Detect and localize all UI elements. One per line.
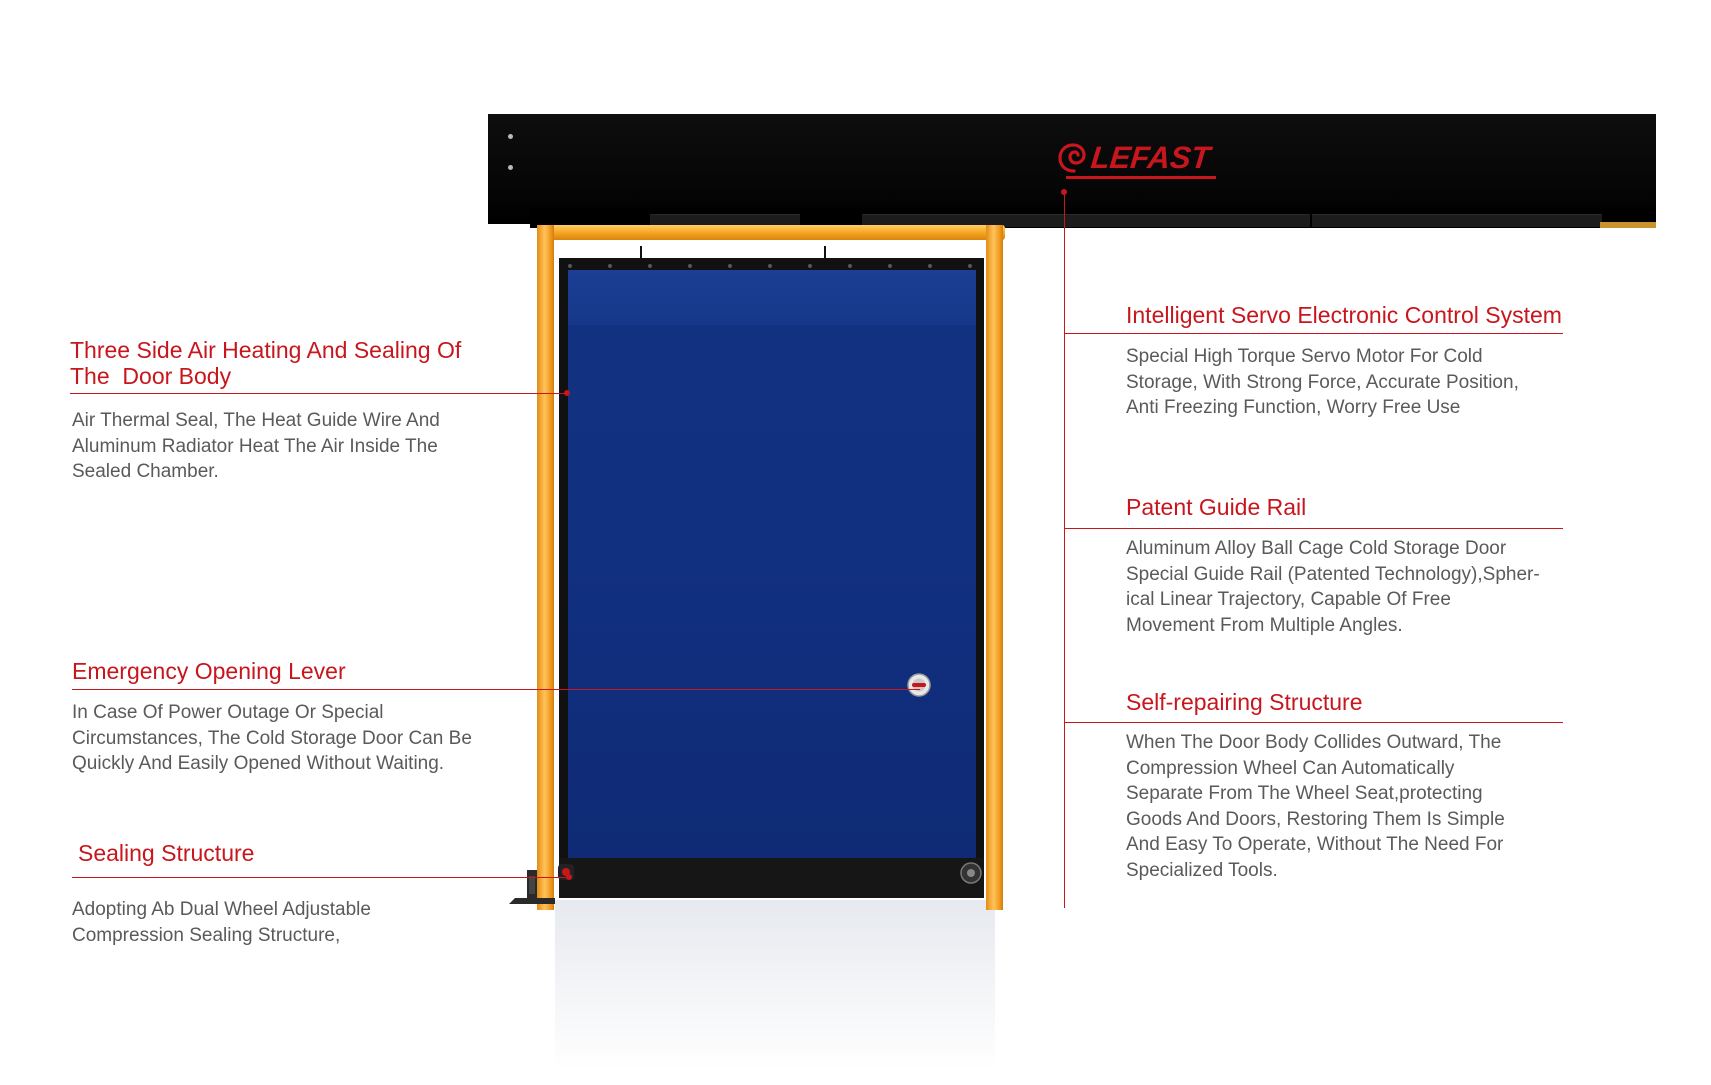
rivet: [808, 264, 812, 268]
lever-title: Emergency Opening Lever: [72, 658, 346, 684]
heating-leader-line: [70, 393, 568, 394]
sealing-description: Adopting Ab Dual Wheel Adjustable Compression Sealing Structure,: [72, 899, 371, 946]
door-curtain: [568, 270, 976, 860]
rivet: [608, 264, 612, 268]
brand-logo: [1058, 140, 1210, 176]
frame-right-post: [986, 225, 1003, 910]
heating-description: Air Thermal Seal, The Heat Guide Wire And Aluminum Radiator Heat The Air Inside The Sealed Chamber.: [72, 410, 440, 482]
emergency-lever-icon: [907, 673, 931, 697]
lever-description: In Case Of Power Outage Or Special Circumstances, The Cold Storage Door Can Be Quickly And Easily Opened Without Waiting.: [72, 702, 472, 774]
logo-wordmark: LEFAST: [1089, 140, 1212, 175]
sealing-leader-dot: [566, 874, 572, 880]
frame-left-post: [537, 225, 554, 910]
rivet: [848, 264, 852, 268]
rivet: [928, 264, 932, 268]
rivet: [648, 264, 652, 268]
logo-swirl-icon: [1058, 141, 1088, 175]
curtain-hanger: [640, 246, 642, 260]
servo-leader-line: [1064, 333, 1563, 334]
heating-leader-dot: [564, 390, 570, 396]
sealing-leader-line: [72, 877, 570, 878]
frame-top-bar: [537, 225, 1005, 240]
floor-bracket-icon: [507, 868, 557, 906]
repair-leader-line: [1064, 722, 1563, 723]
door-bottom-seal: [559, 858, 984, 898]
rivet: [968, 264, 972, 268]
heating-title: Three Side Air Heating And Sealing Of The Door Body: [70, 337, 462, 389]
rivet: [568, 264, 572, 268]
repair-description: When The Door Body Collides Outward, The Compression Wheel Can Automatically Separate From The Wheel Seat,protecting Goods And Doors, Restoring Them Is Simple And Easy To Operate, Without The Need For Specialized Tools.: [1126, 732, 1505, 881]
servo-title: Intelligent Servo Electronic Control System: [1126, 302, 1562, 328]
curtain-hanger: [824, 246, 826, 260]
beam-bolt: [508, 134, 513, 139]
door-curtain-top-band: [568, 270, 976, 325]
beam-bolt: [508, 165, 513, 170]
logo-underline: [1066, 176, 1216, 179]
beam-segment: [1010, 214, 1310, 227]
rivet: [688, 264, 692, 268]
rivet: [768, 264, 772, 268]
rivet: [728, 264, 732, 268]
sealing-title: Sealing Structure: [78, 840, 255, 866]
lever-leader-line: [72, 689, 920, 690]
beam-end-plate: [1600, 222, 1656, 228]
door-reflection: [555, 900, 995, 1070]
beam-segment: [1312, 214, 1602, 227]
rail-title: Patent Guide Rail: [1126, 494, 1307, 520]
rail-description: Aluminum Alloy Ball Cage Cold Storage Door Special Guide Rail (Patented Technology),Spher- ical Linear Trajectory, Capable Of Free Movement From Multiple Angles.: [1126, 538, 1540, 636]
compression-wheel-icon: [960, 862, 982, 884]
servo-description: Special High Torque Servo Motor For Cold Storage, With Strong Force, Accurate Position, Anti Freezing Function, Worry Free Use: [1126, 346, 1519, 418]
rivet: [888, 264, 892, 268]
rail-leader-line: [1064, 528, 1563, 529]
repair-title: Self-repairing Structure: [1126, 689, 1363, 715]
right-vertical-leader: [1064, 192, 1065, 908]
